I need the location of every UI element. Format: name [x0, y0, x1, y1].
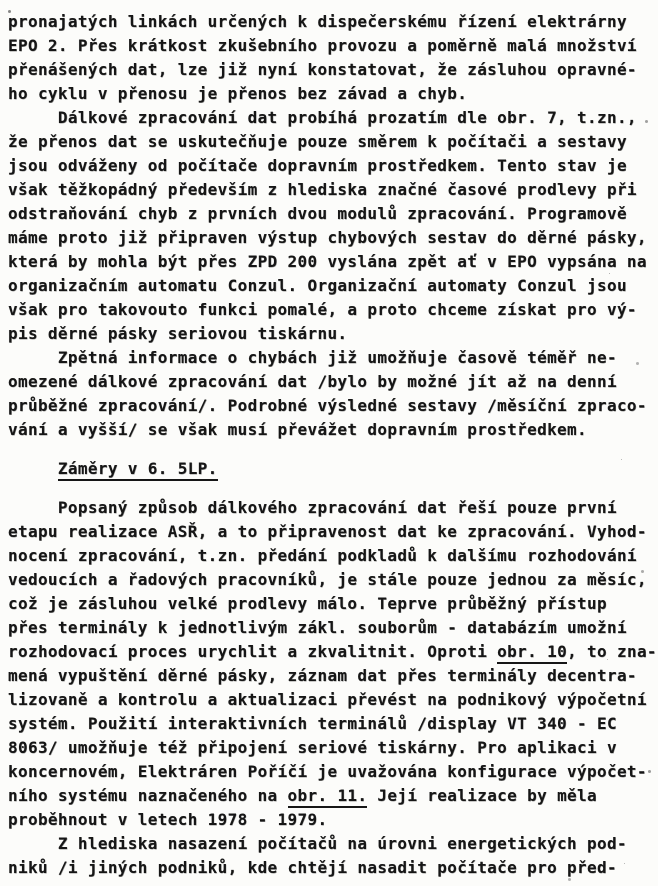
text-segment: odstraňování chyb z prvních dvou modulů zpracování. Programově [8, 204, 627, 223]
section-heading [8, 457, 652, 481]
text-line [8, 616, 652, 640]
text-segment: pronajatých linkách určených k dispečerskému řízení elektrárny [8, 12, 627, 31]
text-segment: přes terminály k jednotlivým zákl. souborům - databázím umožní [8, 618, 627, 637]
text-segment: která by mohla být přes ZPD 200 vyslána zpět ať v EPO vypsána na [8, 252, 647, 271]
text-segment: že přenos dat se uskutečňuje pouze směrem k počítači a sestavy [8, 132, 627, 151]
text-segment: ho cyklu v přenosu je přenos bez závad a chyb. [8, 84, 468, 103]
text-segment: EPO 2. Přes krátkost zkušebního provozu a poměrně malá množství [8, 36, 637, 55]
text-segment: nocení zpracování, t.zn. předání podkladů k dalšímu rozhodování [8, 546, 637, 565]
text-line [8, 640, 657, 664]
text-segment: však těžkopádný především z hlediska značné časové prodlevy při [8, 180, 637, 199]
text-line [8, 178, 652, 202]
blank-line [8, 481, 652, 496]
text-segment: omezené dálkové zpracování dat /bylo by možné jít až na denní [8, 372, 617, 391]
text-line [8, 496, 652, 520]
text-line [8, 202, 652, 226]
text-line [8, 856, 652, 880]
text-line [8, 520, 652, 544]
text-segment: rozhodovací proces urychlit a zkvalitnit. Oproti [8, 642, 498, 661]
text-line [8, 274, 652, 298]
text-segment: Zpětná informace o chybách již umožňuje časově téměř ne- [8, 348, 617, 367]
text-line [8, 832, 652, 856]
text-line [8, 592, 652, 616]
text-line [8, 712, 652, 736]
text-segment: niků /i jiných podniků, kde chtějí nasadit počítače pro před- [8, 858, 617, 877]
text-segment: Její realizace by měla [367, 786, 598, 805]
text-line [8, 130, 652, 154]
text-segment: koncernovém, Elektráren Poříčí je uvažována konfigurace výpočet- [8, 762, 647, 781]
text-line [8, 58, 652, 82]
text-segment: pis děrné pásky seriovou tiskárnu. [8, 324, 348, 343]
page-text [8, 10, 657, 880]
text-segment: Z hlediska nasazení počítačů na úrovni energetických pod- [8, 834, 627, 853]
text-segment: jsou odváženy od počítače dopravním prostředkem. Tento stav je [8, 156, 627, 175]
text-line [8, 82, 652, 106]
text-line [8, 346, 652, 370]
text-line [8, 544, 652, 568]
text-line [8, 394, 652, 418]
text-line [8, 568, 652, 592]
text-segment: máme proto již připraven výstup chybových sestav do děrné pásky, [8, 228, 647, 247]
text-line [8, 736, 652, 760]
text-segment: ního systému naznačeného na [8, 786, 288, 805]
text-segment: průběžné zpracování/. Podrobné výsledné sestavy /měsíční zpraco- [8, 396, 647, 415]
text-line [8, 34, 652, 58]
blank-line [8, 442, 652, 457]
text-segment: organizačním automatu Conzul. Organizační automaty Conzul jsou [8, 276, 627, 295]
text-segment: Dálkové zpracování dat probíhá prozatím dle obr. 7, t.zn., [8, 108, 637, 127]
text-line [8, 322, 652, 346]
text-segment: však pro takovouto funkci pomalé, a proto chceme získat pro vý- [8, 300, 637, 319]
text-line [8, 664, 652, 688]
underlined-text: obr. 11. [288, 786, 368, 808]
text-segment: přenášených dat, lze již nyní konstatovat, že zásluhou opravné- [8, 60, 637, 79]
text-segment: 8063/ umožňuje též připojení seriové tiskárny. Pro aplikaci v [8, 738, 617, 757]
text-line [8, 250, 652, 274]
text-line [8, 760, 652, 784]
text-line [8, 106, 652, 130]
text-segment: , to zna- [567, 642, 657, 661]
text-segment: lizovaně a kontrolu a aktualizaci převést na podnikový výpočetní [8, 690, 647, 709]
text-segment: systém. Použití interaktivních terminálů /display VT 340 - EC [8, 714, 617, 733]
text-segment: proběhnout v letech 1978 - 1979. [8, 810, 328, 829]
text-line [8, 784, 652, 808]
text-line [8, 808, 652, 832]
text-line [8, 370, 652, 394]
text-segment: etapu realizace ASŘ, a to připravenost dat ke zpracování. Vyhod- [8, 522, 647, 541]
text-segment [8, 459, 58, 478]
text-line [8, 418, 652, 442]
text-segment: vání a vyšší/ se však musí převážet dopravním prostředkem. [8, 420, 588, 439]
underlined-text: Záměry v 6. 5LP. [58, 459, 218, 481]
text-line [8, 688, 652, 712]
text-segment: vedoucích a řadových pracovníků, je stále pouze jednou za měsíc, [8, 570, 647, 589]
text-segment: Popsaný způsob dálkového zpracování dat řeší pouze první [8, 498, 617, 517]
text-segment: což je zásluhou velké prodlevy málo. Teprve průběžný přístup [8, 594, 607, 613]
text-line [8, 226, 652, 250]
text-line [8, 298, 652, 322]
text-segment: mená vypuštění děrné pásky, záznam dat přes terminály decentra- [8, 666, 637, 685]
underlined-text: obr. 10 [497, 642, 567, 664]
text-line [8, 10, 652, 34]
text-line [8, 154, 652, 178]
